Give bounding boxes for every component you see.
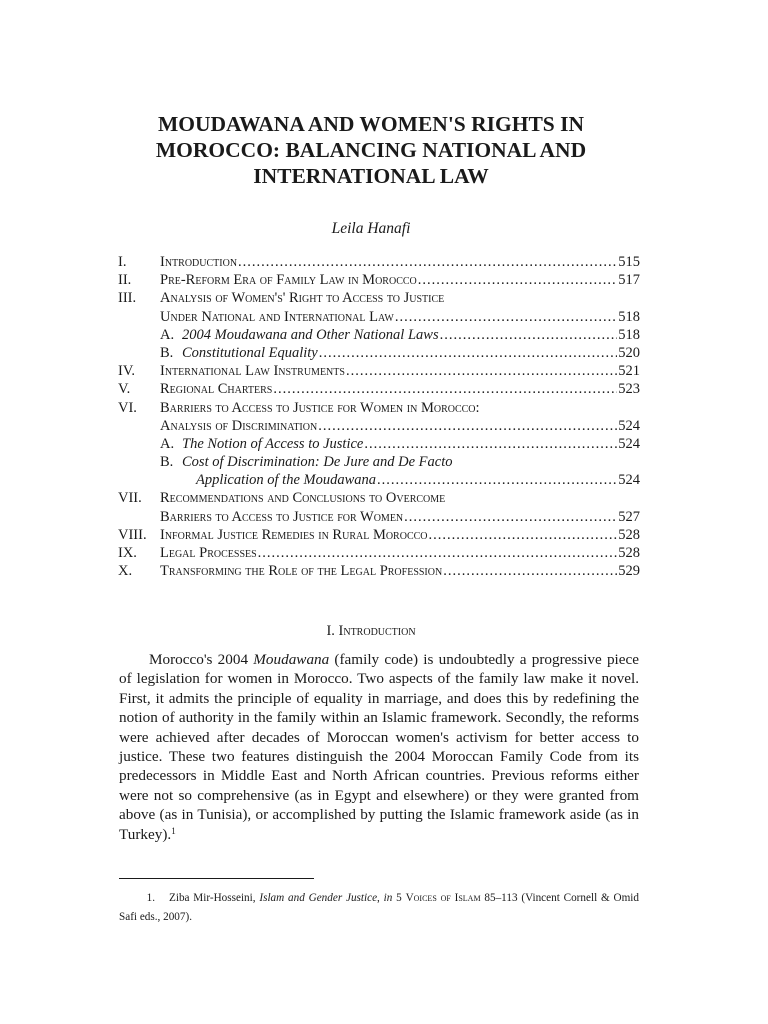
- toc-leader: [346, 362, 617, 380]
- toc-entry: [118, 562, 640, 580]
- toc-entry: [118, 399, 640, 417]
- toc-leader: [258, 544, 618, 562]
- toc-leader: [395, 308, 617, 326]
- toc-label: The Notion of Access to Justice: [182, 435, 364, 452]
- toc-label: Legal Processes: [160, 545, 257, 561]
- toc-page: 527: [618, 508, 640, 525]
- toc-leader: [238, 253, 617, 271]
- toc-page: 523: [618, 381, 640, 398]
- toc-leader: [404, 508, 617, 526]
- toc-label: Informal Justice Remedies in Rural Morocco: [160, 526, 428, 543]
- footnote-author: Ziba Mir-Hosseini,: [169, 892, 260, 904]
- toc-entry: [118, 308, 640, 326]
- article-title: [0, 111, 742, 189]
- toc-leader: [429, 526, 618, 544]
- toc-entry: [118, 289, 640, 307]
- toc-entry: [118, 453, 640, 471]
- toc-label: Analysis of Women's' Right to Access to Justice: [160, 290, 445, 307]
- footnote-divider: [119, 878, 314, 879]
- toc-number: II.: [118, 272, 132, 289]
- toc-entry: [118, 489, 640, 507]
- toc-letter: B.: [160, 454, 174, 471]
- toc-label: Transforming the Role of the Legal Profession: [160, 563, 443, 580]
- toc-leader: [273, 380, 617, 398]
- author-name: Leila Hanafi: [331, 220, 411, 237]
- toc-page: 521: [618, 363, 640, 380]
- toc-number: VIII.: [118, 526, 147, 543]
- body-text-run: (family code) is undoubtedly a progressive piece of legislation for women in Morocco. Two aspects of the family law make it novel. First, it admits the principle of equality in marriage, and does this by redefining the notion of authority in the family within an Islamic framework. Secondly, the reforms were achieved after decades of Moroccan women's activism for better access to justice. These two features distinguish the 2004 Moroccan Family Code from its predecessors in Middle East and North African countries. Previous reforms either were not so comprehensive (as in Egypt and elsewhere) or they were granted from above (as in Tunisia), or accomplished by putting the Islamic framework aside (as in Turkey).: [119, 651, 639, 843]
- footnote-title: Islam and Gender Justice: [259, 892, 378, 904]
- toc-entry: [118, 271, 640, 289]
- toc-label: Barriers to Access to Justice for Women in Morocco:: [160, 399, 480, 416]
- toc-entry: [118, 253, 640, 271]
- toc-letter: B.: [160, 344, 174, 361]
- body-italic-term: Moudawana: [253, 651, 330, 668]
- toc-entry: [118, 435, 640, 453]
- toc-number: IX.: [118, 545, 137, 561]
- toc-label: Under National and International Law: [160, 308, 394, 325]
- toc-page: 524: [618, 417, 640, 434]
- title-line: MOUDAWANA AND WOMEN'S RIGHTS IN: [157, 112, 585, 136]
- toc-label: Application of the Moudawana: [196, 472, 377, 489]
- footnote-reference: 1: [171, 825, 176, 836]
- toc-entry: [118, 326, 640, 344]
- toc-entry: [118, 380, 640, 398]
- footnote-in: in: [383, 892, 393, 904]
- toc-number: X.: [118, 563, 133, 580]
- toc-page: 518: [618, 326, 640, 343]
- toc-page: 528: [618, 526, 640, 543]
- toc-label: Analysis of Discrimination: [160, 417, 318, 434]
- footnote-source: Voices of Islam: [405, 892, 481, 904]
- toc-page: 517: [618, 272, 640, 289]
- section-heading: I. Introduction: [326, 623, 416, 639]
- toc-label: International Law Instruments: [160, 363, 345, 380]
- footnote-number: 1.: [146, 892, 155, 904]
- toc-label: Cost of Discrimination: De Jure and De Facto: [182, 454, 453, 471]
- toc-entry: [118, 526, 640, 544]
- toc-label: Introduction: [160, 254, 238, 270]
- toc-entry: [118, 508, 640, 526]
- toc-label: 2004 Moudawana and Other National Laws: [182, 326, 439, 343]
- toc-page: 520: [618, 344, 640, 361]
- title-line: INTERNATIONAL LAW: [253, 164, 489, 188]
- toc-leader: [443, 562, 617, 580]
- toc-leader: [440, 326, 618, 344]
- toc-number: III.: [118, 290, 137, 307]
- footnote-source-pre: 5: [396, 892, 406, 904]
- toc-label: Pre-Reform Era of Family Law in Morocco: [160, 272, 417, 289]
- toc-page: 515: [618, 254, 640, 270]
- toc-entry: [118, 362, 640, 380]
- toc-page: 524: [618, 435, 640, 452]
- toc-leader: [364, 435, 617, 453]
- footnote: 1. Ziba Mir-Hosseini, Islam and Gender Justice, in 5 Voices of Islam 85–113 (Vincent Cornell & Omid Safi eds., 2007).: [119, 889, 639, 927]
- toc-number: I.: [118, 254, 127, 270]
- toc-leader: [418, 271, 617, 289]
- toc-page: 528: [618, 545, 640, 561]
- toc-number: V.: [118, 381, 131, 398]
- toc-leader: [319, 344, 618, 362]
- toc-entry: [118, 471, 640, 489]
- title-line: MOROCCO: BALANCING NATIONAL AND: [155, 138, 587, 162]
- toc-label: Constitutional Equality: [182, 344, 318, 361]
- table-of-contents: [118, 253, 640, 580]
- toc-leader: [377, 471, 617, 489]
- toc-entry: [118, 344, 640, 362]
- toc-label: Regional Charters: [160, 381, 273, 398]
- toc-entry: [118, 544, 640, 562]
- toc-page: 518: [618, 308, 640, 325]
- toc-label: Recommendations and Conclusions to Overcome: [160, 490, 446, 507]
- toc-page: 524: [618, 472, 640, 489]
- toc-label: Barriers to Access to Justice for Women: [160, 508, 404, 525]
- body-text-run: Morocco's 2004: [149, 651, 254, 668]
- footnote-source-post: 85–113 (Vincent Cornell & Omid Safi eds., 2007).: [119, 892, 639, 923]
- toc-number: IV.: [118, 363, 136, 380]
- toc-number: VI.: [118, 399, 137, 416]
- toc-entry: [118, 417, 640, 435]
- toc-letter: A.: [160, 435, 175, 452]
- toc-number: VII.: [118, 490, 142, 507]
- toc-page: 529: [618, 563, 640, 580]
- toc-leader: [318, 417, 617, 435]
- body-paragraph: [119, 650, 639, 844]
- toc-letter: A.: [160, 326, 175, 343]
